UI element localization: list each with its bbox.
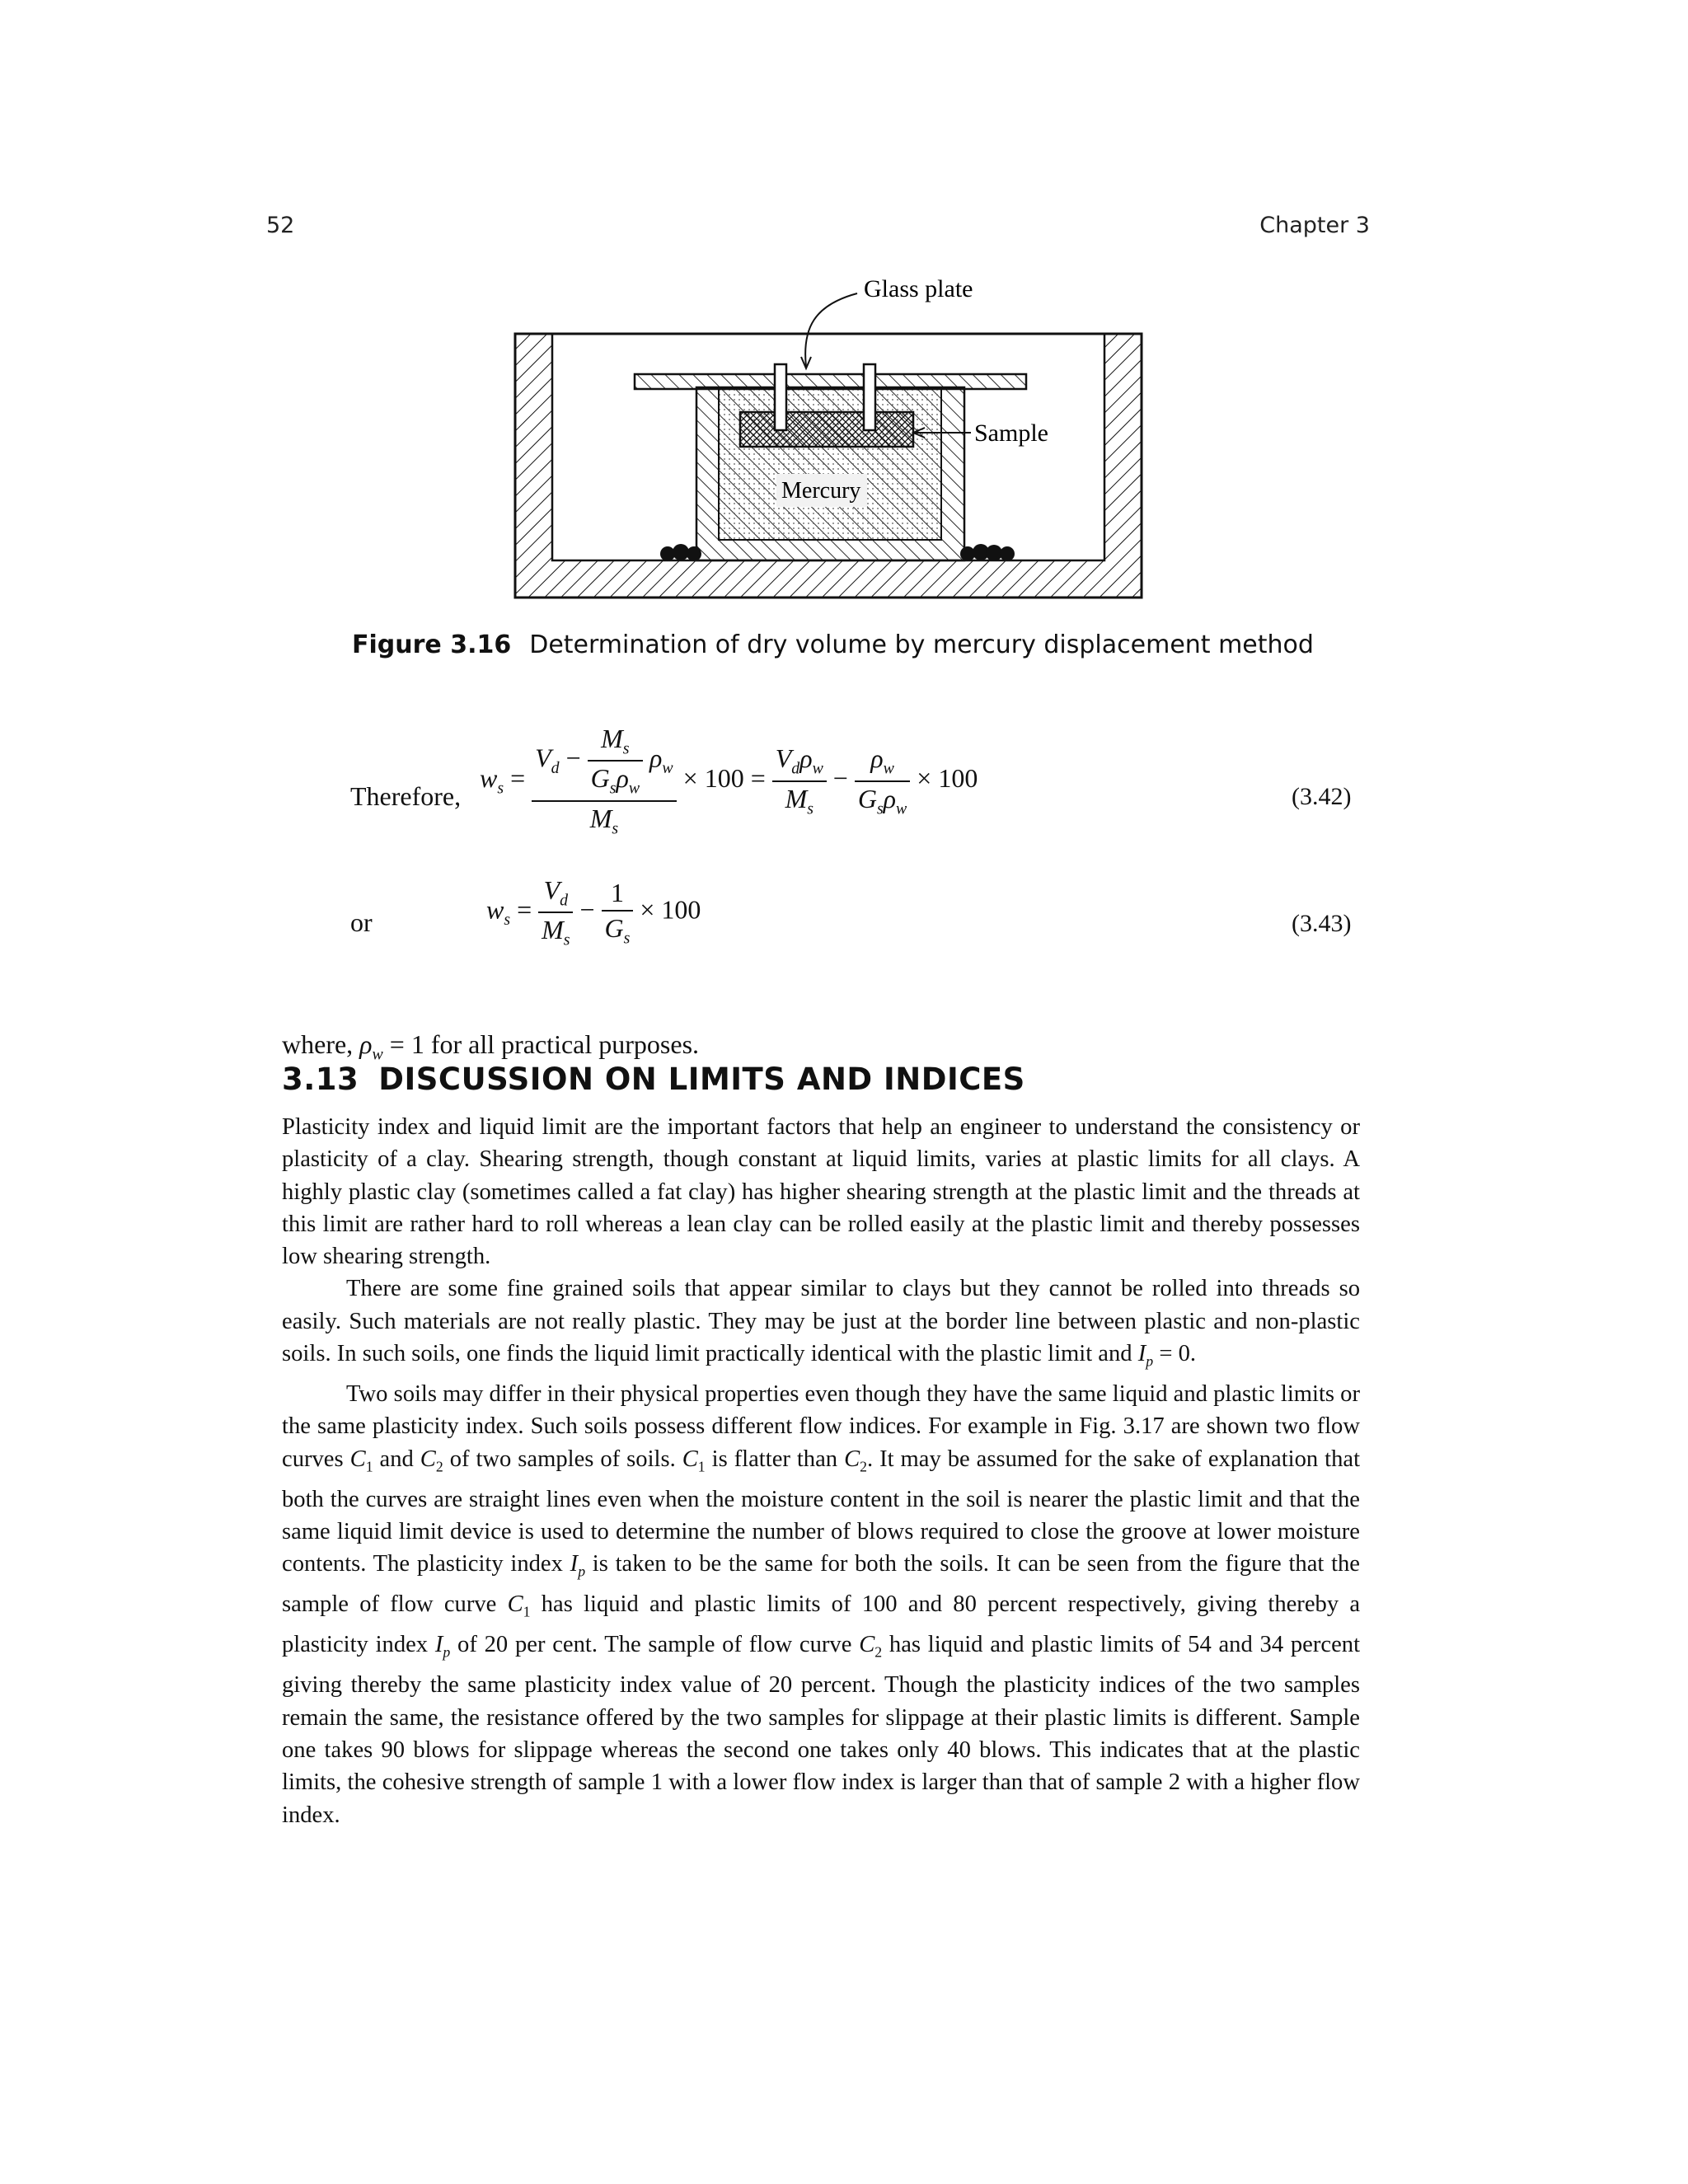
section-body	[282, 1111, 1360, 1831]
figure-caption-text: Determination of dry volume by mercury displacement method	[529, 630, 1314, 659]
where-note: where, $\rho_w = 1$ for all practical purposes.	[282, 1029, 700, 1064]
equation-3-42: $w_s$ = $V_d$ − $\frac{M_s}{G_s\rho_w}$ $\rho_w$ $M_s$ × 100 = $\frac{V_d\rho_w}{M_s}$ − $\frac{\rho_w}{G_s\rho_w}$ × 100	[480, 724, 978, 838]
figure-caption	[352, 630, 1314, 659]
sample-block	[740, 412, 913, 447]
section-heading	[282, 1062, 1025, 1097]
chapter-heading: Chapter 3	[1259, 213, 1370, 238]
section-title: DISCUSSION ON LIMITS AND INDICES	[378, 1062, 1025, 1097]
section-number: 3.13	[282, 1062, 359, 1097]
equation-number-3-43: (3.43)	[1292, 910, 1352, 937]
glass-plate	[635, 374, 1026, 389]
mercury-label: Mercury	[781, 478, 861, 504]
pin-left	[775, 364, 786, 430]
paragraph-2: There are some fine grained soils that appear similar to clays but they cannot be rolled into threads so easily. Such materials are not really plastic. They may be just at the border line between plastic and non-plastic soils. In such soils, one finds the liquid limit practically identical with the plastic limit and $I_p = 0$.	[282, 1276, 1360, 1370]
paragraph-1: Plasticity index and liquid limit are the important factors that help an engineer to understand the consistency or plasticity of a clay. Shearing strength, though constant at liquid limits, varies at plastic limits for all clays. A highly plastic clay (sometimes called a fat clay) has higher shearing strength at the plastic limit and the threads at this limit are rather hard to roll whereas a lean clay can be rolled easily at the plastic limit and thereby possesses low shearing strength.	[282, 1114, 1360, 1270]
pin-right	[864, 364, 875, 430]
paragraph-3: Two soils may differ in their physical properties even though they have the same liquid and plastic limits or the same plasticity index. Such soils possess different flow indices. For example in Fig. 3.17 are shown two flow curves $C_1$ and $C_2$ of two samples of soils. $C_1$ is flatter than $C_2$. It may be assumed for the sake of explanation that both the curves are straight lines even when the moisture content in the soil is nearer the plastic limit and that the same liquid limit device is used to determine the number of blows required to close the groove at lower moisture contents. The plasticity index $I_p$ is taken to be the same for both the soils. It can be seen from the figure that the sample of flow curve $C_1$ has liquid and plastic limits of 100 and 80 percent respectively, giving thereby a plasticity index $I_p$ of 20 per cent. The sample of flow curve $C_2$ has liquid and plastic limits of 54 and 34 percent giving thereby the same plasticity index value of 20 percent. Though the plasticity indices of the two samples remain the same, the resistance offered by the two samples for slippage at their plastic limits is different. Sample one takes 90 blows for slippage whereas the second one takes only 40 blows. This indicates that at the plastic limits, the cohesive strength of sample 1 with a lower flow index is larger than that of sample 2 with a higher flow index.	[282, 1381, 1361, 1828]
equation-number-3-42: (3.42)	[1292, 783, 1352, 810]
glass-plate-label: Glass plate	[864, 275, 973, 302]
figure-number: Figure 3.16	[352, 630, 512, 659]
page-number: 52	[266, 213, 295, 238]
therefore-label: Therefore,	[350, 781, 462, 811]
or-label: or	[350, 907, 373, 937]
equation-3-43: $w_s$ = $\frac{V_d}{M_s}$ − $\frac{1}{G_s}$ × 100	[486, 875, 701, 949]
sample-label: Sample	[974, 419, 1048, 447]
mercury-displacement-figure	[470, 264, 1212, 610]
